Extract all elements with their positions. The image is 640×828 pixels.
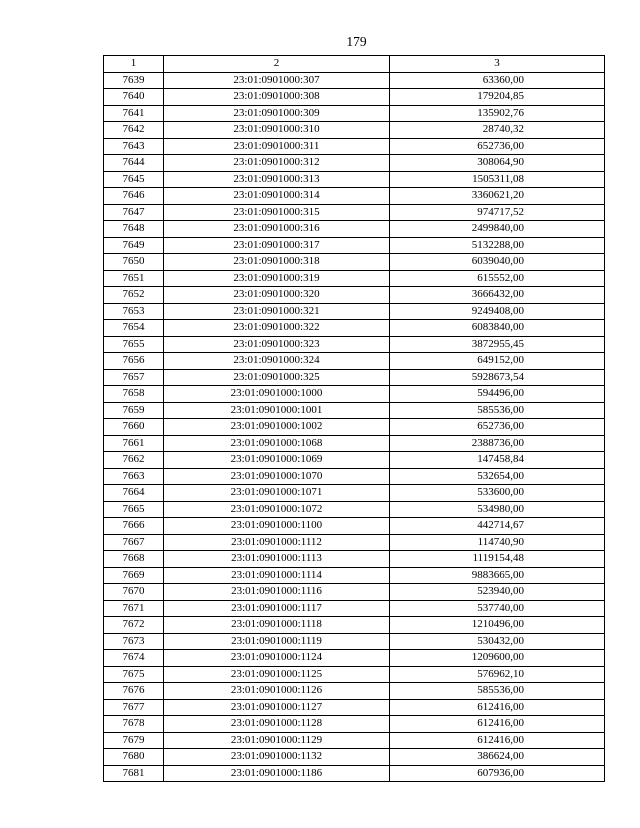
table-row	[104, 138, 605, 155]
table-row	[104, 600, 605, 617]
table-row	[104, 254, 605, 271]
value-cell: 576962,10	[390, 666, 605, 683]
header-col-2: 2	[164, 56, 390, 73]
cadastral-number-cell: 23:01:0901000:1002	[164, 419, 390, 436]
row-number-cell: 7663	[104, 468, 164, 485]
table-row	[104, 567, 605, 584]
row-number-cell: 7644	[104, 155, 164, 172]
value-cell: 1210496,00	[390, 617, 605, 634]
cadastral-number-cell: 23:01:0901000:322	[164, 320, 390, 337]
row-number-cell: 7643	[104, 138, 164, 155]
row-number-cell: 7641	[104, 105, 164, 122]
value-cell: 2499840,00	[390, 221, 605, 238]
value-cell: 135902,76	[390, 105, 605, 122]
row-number-cell: 7660	[104, 419, 164, 436]
row-number-cell: 7665	[104, 501, 164, 518]
row-number-cell: 7651	[104, 270, 164, 287]
table-row	[104, 435, 605, 452]
cadastral-number-cell: 23:01:0901000:1072	[164, 501, 390, 518]
value-cell: 607936,00	[390, 765, 605, 782]
table-row	[104, 534, 605, 551]
cadastral-number-cell: 23:01:0901000:317	[164, 237, 390, 254]
row-number-cell: 7657	[104, 369, 164, 386]
cadastral-number-cell: 23:01:0901000:1100	[164, 518, 390, 535]
table-row	[104, 617, 605, 634]
table-row	[104, 584, 605, 601]
row-number-cell: 7661	[104, 435, 164, 452]
value-cell: 147458,84	[390, 452, 605, 469]
cadastral-number-cell: 23:01:0901000:1126	[164, 683, 390, 700]
row-number-cell: 7650	[104, 254, 164, 271]
value-cell: 63360,00	[390, 72, 605, 89]
registry-table	[103, 55, 605, 782]
row-number-cell: 7642	[104, 122, 164, 139]
row-number-cell: 7670	[104, 584, 164, 601]
cadastral-number-cell: 23:01:0901000:1124	[164, 650, 390, 667]
row-number-cell: 7645	[104, 171, 164, 188]
value-cell: 612416,00	[390, 716, 605, 733]
value-cell: 2388736,00	[390, 435, 605, 452]
table-body	[104, 72, 605, 782]
table-row	[104, 204, 605, 221]
row-number-cell: 7671	[104, 600, 164, 617]
value-cell: 3872955,45	[390, 336, 605, 353]
cadastral-number-cell: 23:01:0901000:1186	[164, 765, 390, 782]
table-row	[104, 270, 605, 287]
value-cell: 1505311,08	[390, 171, 605, 188]
table-row	[104, 287, 605, 304]
table-row	[104, 386, 605, 403]
row-number-cell: 7669	[104, 567, 164, 584]
value-cell: 3666432,00	[390, 287, 605, 304]
cadastral-number-cell: 23:01:0901000:1119	[164, 633, 390, 650]
row-number-cell: 7655	[104, 336, 164, 353]
cadastral-number-cell: 23:01:0901000:1071	[164, 485, 390, 502]
table-row	[104, 501, 605, 518]
cadastral-number-cell: 23:01:0901000:1128	[164, 716, 390, 733]
table-row	[104, 468, 605, 485]
table-row	[104, 683, 605, 700]
cadastral-number-cell: 23:01:0901000:1001	[164, 402, 390, 419]
cadastral-number-cell: 23:01:0901000:325	[164, 369, 390, 386]
header-col-1: 1	[104, 56, 164, 73]
row-number-cell: 7652	[104, 287, 164, 304]
row-number-cell: 7672	[104, 617, 164, 634]
value-cell: 5928673,54	[390, 369, 605, 386]
table-header	[104, 56, 605, 73]
cadastral-number-cell: 23:01:0901000:1069	[164, 452, 390, 469]
cadastral-number-cell: 23:01:0901000:313	[164, 171, 390, 188]
table-row	[104, 765, 605, 782]
row-number-cell: 7678	[104, 716, 164, 733]
table-row	[104, 369, 605, 386]
row-number-cell: 7681	[104, 765, 164, 782]
value-cell: 308064,90	[390, 155, 605, 172]
cadastral-number-cell: 23:01:0901000:1116	[164, 584, 390, 601]
row-number-cell: 7662	[104, 452, 164, 469]
value-cell: 537740,00	[390, 600, 605, 617]
table-row	[104, 551, 605, 568]
table-row	[104, 320, 605, 337]
cadastral-number-cell: 23:01:0901000:314	[164, 188, 390, 205]
table-row	[104, 633, 605, 650]
cadastral-number-cell: 23:01:0901000:324	[164, 353, 390, 370]
table-row	[104, 650, 605, 667]
row-number-cell: 7666	[104, 518, 164, 535]
table-row	[104, 336, 605, 353]
value-cell: 974717,52	[390, 204, 605, 221]
table-row	[104, 485, 605, 502]
value-cell: 612416,00	[390, 699, 605, 716]
row-number-cell: 7658	[104, 386, 164, 403]
table-row	[104, 732, 605, 749]
value-cell: 594496,00	[390, 386, 605, 403]
row-number-cell: 7647	[104, 204, 164, 221]
value-cell: 652736,00	[390, 419, 605, 436]
cadastral-number-cell: 23:01:0901000:307	[164, 72, 390, 89]
cadastral-number-cell: 23:01:0901000:1113	[164, 551, 390, 568]
row-number-cell: 7676	[104, 683, 164, 700]
header-row	[104, 56, 605, 73]
table-row	[104, 237, 605, 254]
value-cell: 6039040,00	[390, 254, 605, 271]
table-row	[104, 749, 605, 766]
cadastral-number-cell: 23:01:0901000:320	[164, 287, 390, 304]
table-row	[104, 419, 605, 436]
cadastral-number-cell: 23:01:0901000:310	[164, 122, 390, 139]
table-row	[104, 402, 605, 419]
table-row	[104, 72, 605, 89]
cadastral-number-cell: 23:01:0901000:1117	[164, 600, 390, 617]
table-row	[104, 699, 605, 716]
row-number-cell: 7656	[104, 353, 164, 370]
row-number-cell: 7639	[104, 72, 164, 89]
row-number-cell: 7649	[104, 237, 164, 254]
row-number-cell: 7679	[104, 732, 164, 749]
row-number-cell: 7653	[104, 303, 164, 320]
row-number-cell: 7664	[104, 485, 164, 502]
cadastral-number-cell: 23:01:0901000:312	[164, 155, 390, 172]
table-row	[104, 518, 605, 535]
cadastral-number-cell: 23:01:0901000:1112	[164, 534, 390, 551]
table-row	[104, 666, 605, 683]
row-number-cell: 7674	[104, 650, 164, 667]
table-row	[104, 155, 605, 172]
table-row	[104, 122, 605, 139]
cadastral-number-cell: 23:01:0901000:1125	[164, 666, 390, 683]
cadastral-number-cell: 23:01:0901000:319	[164, 270, 390, 287]
cadastral-number-cell: 23:01:0901000:309	[164, 105, 390, 122]
row-number-cell: 7680	[104, 749, 164, 766]
table-row	[104, 105, 605, 122]
table-row	[104, 452, 605, 469]
table-row	[104, 171, 605, 188]
cadastral-number-cell: 23:01:0901000:311	[164, 138, 390, 155]
table-row	[104, 89, 605, 106]
row-number-cell: 7654	[104, 320, 164, 337]
table-row	[104, 353, 605, 370]
row-number-cell: 7668	[104, 551, 164, 568]
cadastral-number-cell: 23:01:0901000:1068	[164, 435, 390, 452]
table-row	[104, 221, 605, 238]
value-cell: 442714,67	[390, 518, 605, 535]
value-cell: 1209600,00	[390, 650, 605, 667]
cadastral-number-cell: 23:01:0901000:321	[164, 303, 390, 320]
header-col-3: 3	[390, 56, 605, 73]
value-cell: 530432,00	[390, 633, 605, 650]
cadastral-number-cell: 23:01:0901000:1129	[164, 732, 390, 749]
value-cell: 612416,00	[390, 732, 605, 749]
cadastral-number-cell: 23:01:0901000:1118	[164, 617, 390, 634]
value-cell: 28740,32	[390, 122, 605, 139]
cadastral-number-cell: 23:01:0901000:1070	[164, 468, 390, 485]
value-cell: 533600,00	[390, 485, 605, 502]
cadastral-number-cell: 23:01:0901000:1132	[164, 749, 390, 766]
value-cell: 9883665,00	[390, 567, 605, 584]
value-cell: 114740,90	[390, 534, 605, 551]
value-cell: 9249408,00	[390, 303, 605, 320]
cadastral-number-cell: 23:01:0901000:1000	[164, 386, 390, 403]
row-number-cell: 7675	[104, 666, 164, 683]
cadastral-number-cell: 23:01:0901000:315	[164, 204, 390, 221]
row-number-cell: 7667	[104, 534, 164, 551]
table-row	[104, 303, 605, 320]
row-number-cell: 7646	[104, 188, 164, 205]
value-cell: 6083840,00	[390, 320, 605, 337]
row-number-cell: 7648	[104, 221, 164, 238]
cadastral-number-cell: 23:01:0901000:316	[164, 221, 390, 238]
value-cell: 534980,00	[390, 501, 605, 518]
row-number-cell: 7673	[104, 633, 164, 650]
value-cell: 615552,00	[390, 270, 605, 287]
row-number-cell: 7659	[104, 402, 164, 419]
table-row	[104, 188, 605, 205]
value-cell: 523940,00	[390, 584, 605, 601]
cadastral-number-cell: 23:01:0901000:308	[164, 89, 390, 106]
cadastral-number-cell: 23:01:0901000:323	[164, 336, 390, 353]
cadastral-number-cell: 23:01:0901000:318	[164, 254, 390, 271]
value-cell: 585536,00	[390, 402, 605, 419]
cadastral-number-cell: 23:01:0901000:1127	[164, 699, 390, 716]
value-cell: 1119154,48	[390, 551, 605, 568]
table-row	[104, 716, 605, 733]
value-cell: 585536,00	[390, 683, 605, 700]
row-number-cell: 7640	[104, 89, 164, 106]
value-cell: 649152,00	[390, 353, 605, 370]
value-cell: 5132288,00	[390, 237, 605, 254]
cadastral-number-cell: 23:01:0901000:1114	[164, 567, 390, 584]
value-cell: 386624,00	[390, 749, 605, 766]
value-cell: 3360621,20	[390, 188, 605, 205]
row-number-cell: 7677	[104, 699, 164, 716]
value-cell: 652736,00	[390, 138, 605, 155]
value-cell: 179204,85	[390, 89, 605, 106]
value-cell: 532654,00	[390, 468, 605, 485]
page-number: 179	[346, 34, 367, 49]
